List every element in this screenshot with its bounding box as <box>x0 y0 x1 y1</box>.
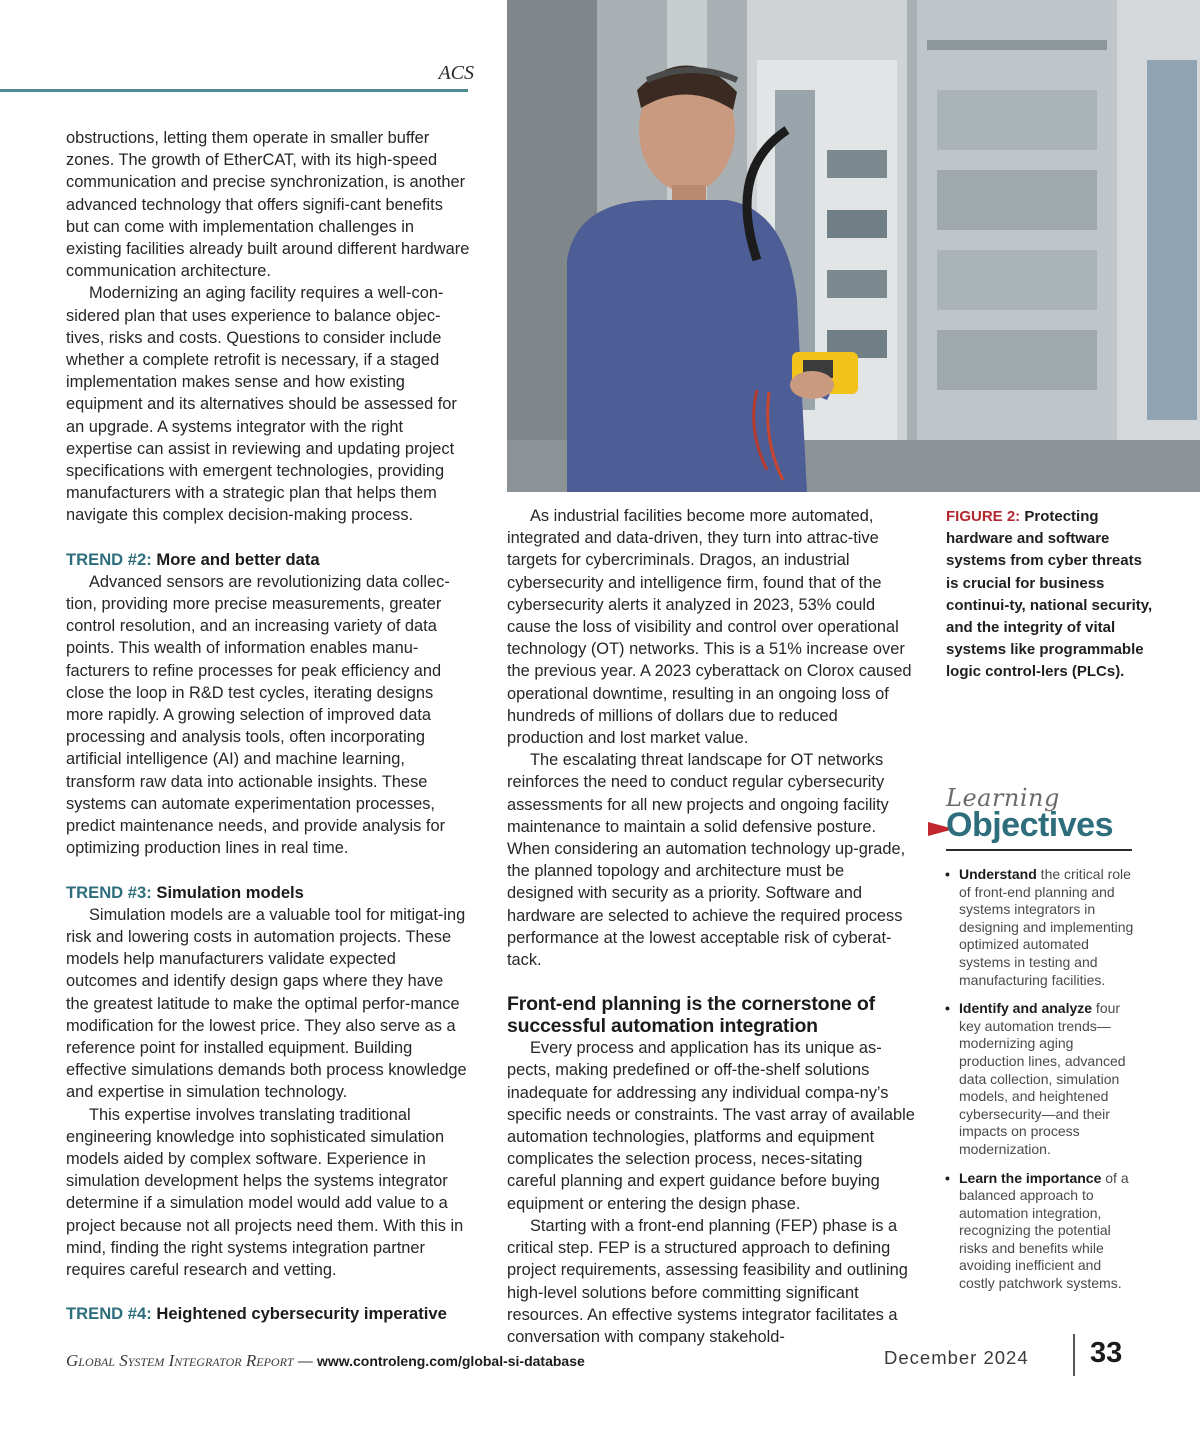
page-number: 33 <box>1090 1337 1123 1369</box>
bullet-icon: • <box>945 1169 950 1186</box>
trend-title: More and better data <box>156 549 320 569</box>
figure-caption <box>946 506 1158 684</box>
bullet-icon: • <box>945 1000 950 1017</box>
footer-date: December 2024 <box>884 1347 1029 1368</box>
section-tag: ACS <box>438 62 474 84</box>
paragraph: obstructions, letting them operate in smaller buffer zones. The growth of EtherCAT, with its high-speed communication and precise synchronization, is another advanced technology that offers signifi-cant benefits but can come with implementation challenges in existing facilities already built around different hardware communication architecture. <box>66 129 470 281</box>
learning-label: Learning <box>946 784 1060 812</box>
figure-photo <box>507 0 1200 492</box>
figure-caption-text: Protecting hardware and software systems from cyber threats is crucial for business continui-ty, national security, and the integrity of vital systems like programmable logic control-lers (PLCs). <box>946 508 1153 681</box>
publication-name: Global System Integrator Report <box>66 1351 294 1370</box>
bullet-icon: • <box>945 866 950 882</box>
list-item <box>945 866 1140 989</box>
learning-objectives-title <box>928 784 1148 856</box>
paragraph: Advanced sensors are revolutionizing data collec-tion, providing more precise measurements, greater control resolution, and an increasing variety of data points. This wealth of information enables manu-facturers to refine processes for peak efficiency and close the loop in R&D test cycles, iterating designs more rapidly. A growing selection of improved data processing and analysis tools, often incorporating artificial intelligence (AI) and machine learning, transform raw data into actionable insights. These systems can automate experimentation processes, predict maintenance needs, and provide analysis for optimizing production lines in real time. <box>66 572 450 858</box>
paragraph: Simulation models are a valuable tool for mitigat-ing risk and lowering costs in automation projects. These models help manufacturers validate expected outcomes and identify design gaps where they have the greatest latitude to make the optimal perfor-mance modification for the lowest price. They also serve as a reference point for installed equipment. Building effective simulations demands both process knowledge and expertise in simulation technology. <box>66 905 467 1102</box>
paragraph: Every process and application has its unique as-pects, making predefined or off-the-shelf solutions inadequate for addressing any individual compa-ny’s specific needs or constraints. The vast array of available automation technologies, platforms and equipment complicates the selection process, neces-sitating careful planning and expert guidance before buying equipment or entering the design phase. <box>507 1039 915 1213</box>
objective-text: of a balanced approach to automation integration, recognizing the potential risks and benefits while avoiding inefficient and costly patchwork systems. <box>959 1169 1129 1292</box>
column-left <box>66 127 470 1325</box>
footer-dash: — <box>293 1353 317 1370</box>
section-heading: Front-end planning is the cornerstone of successful automation integration <box>507 993 875 1038</box>
paragraph: This expertise involves translating traditional engineering knowledge into sophisticated simulation models aided by complex software. Experience in simulation development helps the systems integrator determine if a simulation model would add value to a project because not all projects need them. With this in mind, finding the right systems integration partner requires careful research and vetting. <box>66 1105 464 1279</box>
paragraph: As industrial facilities become more automated, integrated and data-driven, they turn into attrac-tive targets for cybercriminals. Dragos, an industrial cybersecurity and intelligence firm, found that of the cybersecurity alerts it analyzed in 2023, 53% could cause the loss of visibility and control over operational technology (OT) networks. This is a 51% increase over the previous year. A 2023 cyberattack on Clorox caused operational downtime, resulting in an ongoing loss of hundreds of millions of dollars due to reduced production and lost market value. <box>507 507 912 748</box>
column-middle <box>507 505 915 1348</box>
objective-text: four key automation trends—modernizing aging production lines, advanced data collection, simulation models, and heightened cybersecurity—and their impacts on process modernization. <box>959 1000 1126 1157</box>
figure-label: FIGURE 2: <box>946 508 1021 525</box>
section-rule <box>0 89 468 92</box>
trend-2-heading <box>66 549 470 571</box>
footer-publication <box>66 1351 585 1371</box>
objectives-label: Objectives <box>946 806 1113 844</box>
trend-number: TREND #4: <box>66 1304 152 1324</box>
list-item <box>945 1000 1140 1158</box>
footer-url-link[interactable]: www.controleng.com/global-si-database <box>316 1353 585 1369</box>
objective-text: the critical role of front-end planning and systems integrators in designing and implementing optimized automated systems in testing and manufacturing facilities. <box>959 866 1134 988</box>
trend-number: TREND #3: <box>66 882 152 902</box>
trend-number: TREND #2: <box>66 549 152 569</box>
objective-lead: Learn the importance <box>959 1169 1102 1186</box>
learning-objectives-list <box>945 866 1140 1304</box>
paragraph: Starting with a front-end planning (FEP) phase is a critical step. FEP is a structured approach to defining project requirements, assessing feasibility and outlining high-level solutions before committing significant resources. An effective systems integrator facilitates a conversation with company stakehold- <box>507 1216 908 1346</box>
footer-divider <box>1073 1334 1075 1376</box>
trend-title: Simulation models <box>156 882 304 902</box>
objective-lead: Identify and analyze <box>959 1000 1093 1017</box>
list-item <box>945 1170 1140 1293</box>
paragraph: The escalating threat landscape for OT networks reinforces the need to conduct regular cybersecurity assessments for all new projects and ongoing facility maintenance to maintain a solid defensive posture. When considering an automation technology up-grade, the planned topology and architecture must be designed with security as a priority. Software and hardware are selected to achieve the required process performance at the lowest acceptable risk of cyberat-tack. <box>507 751 906 970</box>
technician-photo-illustration <box>507 0 1200 492</box>
trend-4-heading <box>66 1303 470 1325</box>
objectives-rule <box>946 849 1132 851</box>
paragraph: Modernizing an aging facility requires a well-con-sidered plan that uses experience to balance objec-tives, risks and costs. Questions to consider include whether a complete retrofit is necessary, if a staged implementation makes sense and how existing equipment and its alternatives should be assessed for an upgrade. A systems integrator with the right expertise can assist in reviewing and updating project specifications with emergent technologies, providing manufacturers with a strategic plan that helps them navigate this complex decision-making process. <box>66 284 457 525</box>
trend-title: Heightened cybersecurity imperative <box>156 1304 447 1324</box>
trend-3-heading <box>66 882 470 904</box>
objective-lead: Understand <box>959 866 1037 882</box>
